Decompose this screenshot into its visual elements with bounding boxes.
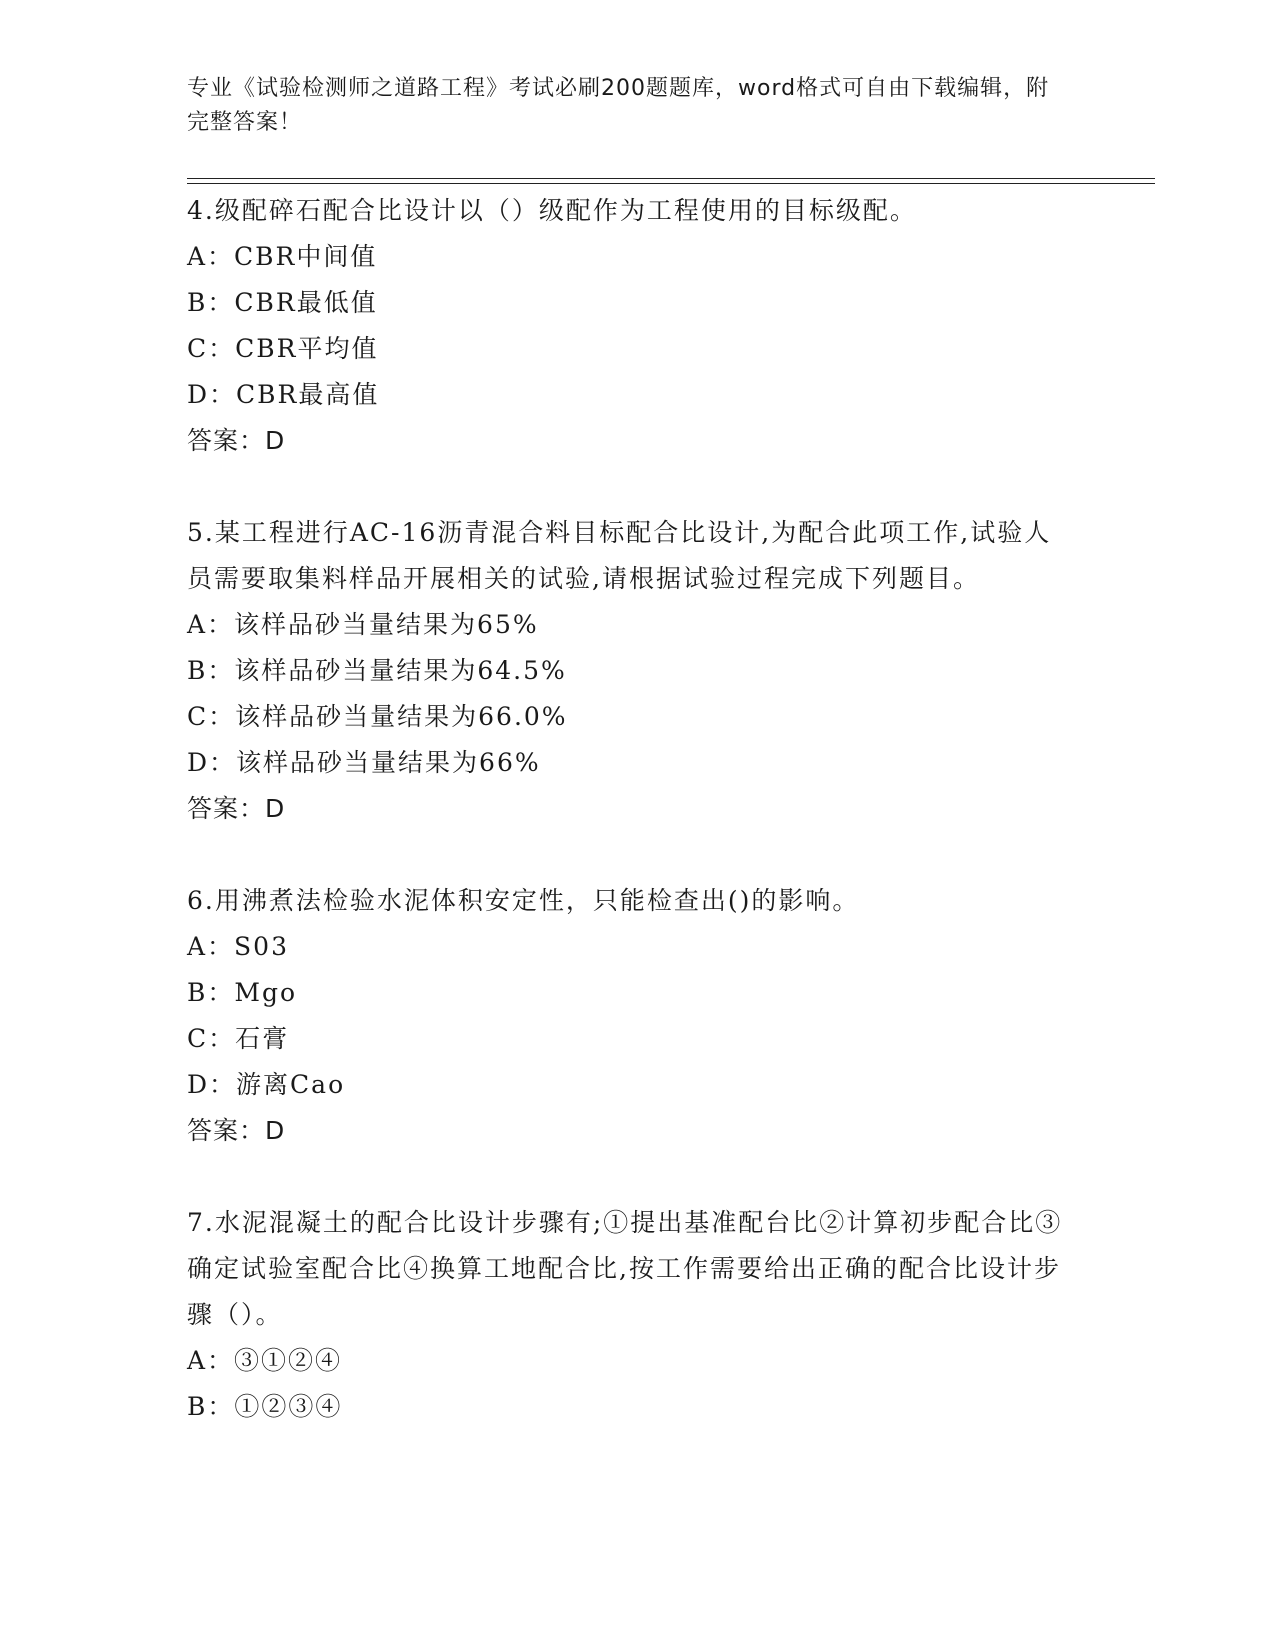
question-stem: 4.级配碎石配合比设计以（）级配作为工程使用的目标级配。	[187, 196, 917, 225]
option-b: B：Mgo	[187, 978, 298, 1007]
option-c: C：石膏	[187, 1024, 290, 1053]
option-a: A：③①②④	[187, 1346, 343, 1375]
option-b: B：该样品砂当量结果为64.5%	[187, 656, 567, 685]
document-header: 专业《试验检测师之道路工程》考试必刷200题题库，word格式可自由下载编辑，附完整答案！	[187, 76, 1050, 135]
option-a: A：S03	[187, 932, 289, 961]
option-c: C：该样品砂当量结果为66.0%	[187, 702, 568, 731]
spacer	[187, 832, 1067, 878]
question-stem: 5.某工程进行AC-16沥青混合料目标配合比设计,为配合此项工作,试验人员需要取集料样品开展相关的试验,请根据试验过程完成下列题目。	[187, 518, 1052, 593]
option-c: C：CBR平均值	[187, 334, 379, 363]
option-b: B：CBR最低值	[187, 288, 378, 317]
option-d: D：该样品砂当量结果为66%	[187, 748, 541, 777]
option-d: D：游离Cao	[187, 1070, 346, 1099]
spacer	[187, 464, 1067, 510]
question-7	[187, 1200, 1067, 1430]
option-d: D：CBR最高值	[187, 380, 380, 409]
answer-line: 答案：D	[187, 426, 286, 455]
question-4	[187, 188, 1067, 464]
spacer	[187, 1154, 1067, 1200]
question-5	[187, 510, 1067, 832]
option-a: A：CBR中间值	[187, 242, 378, 271]
question-6	[187, 878, 1067, 1154]
option-b: B：①②③④	[187, 1392, 343, 1421]
answer-line: 答案：D	[187, 794, 286, 823]
header-divider-top	[187, 178, 1155, 179]
question-stem: 7.水泥混凝土的配合比设计步骤有;①提出基准配台比②计算初步配合比③确定试验室配合比④换算工地配合比,按工作需要给出正确的配合比设计步骤（）。	[187, 1208, 1063, 1329]
answer-line: 答案：D	[187, 1116, 286, 1145]
question-stem: 6.用沸煮法检验水泥体积安定性，只能检查出()的影响。	[187, 886, 860, 915]
header-divider-bottom	[187, 183, 1155, 184]
question-list	[187, 188, 1067, 1430]
option-a: A：该样品砂当量结果为65%	[187, 610, 539, 639]
